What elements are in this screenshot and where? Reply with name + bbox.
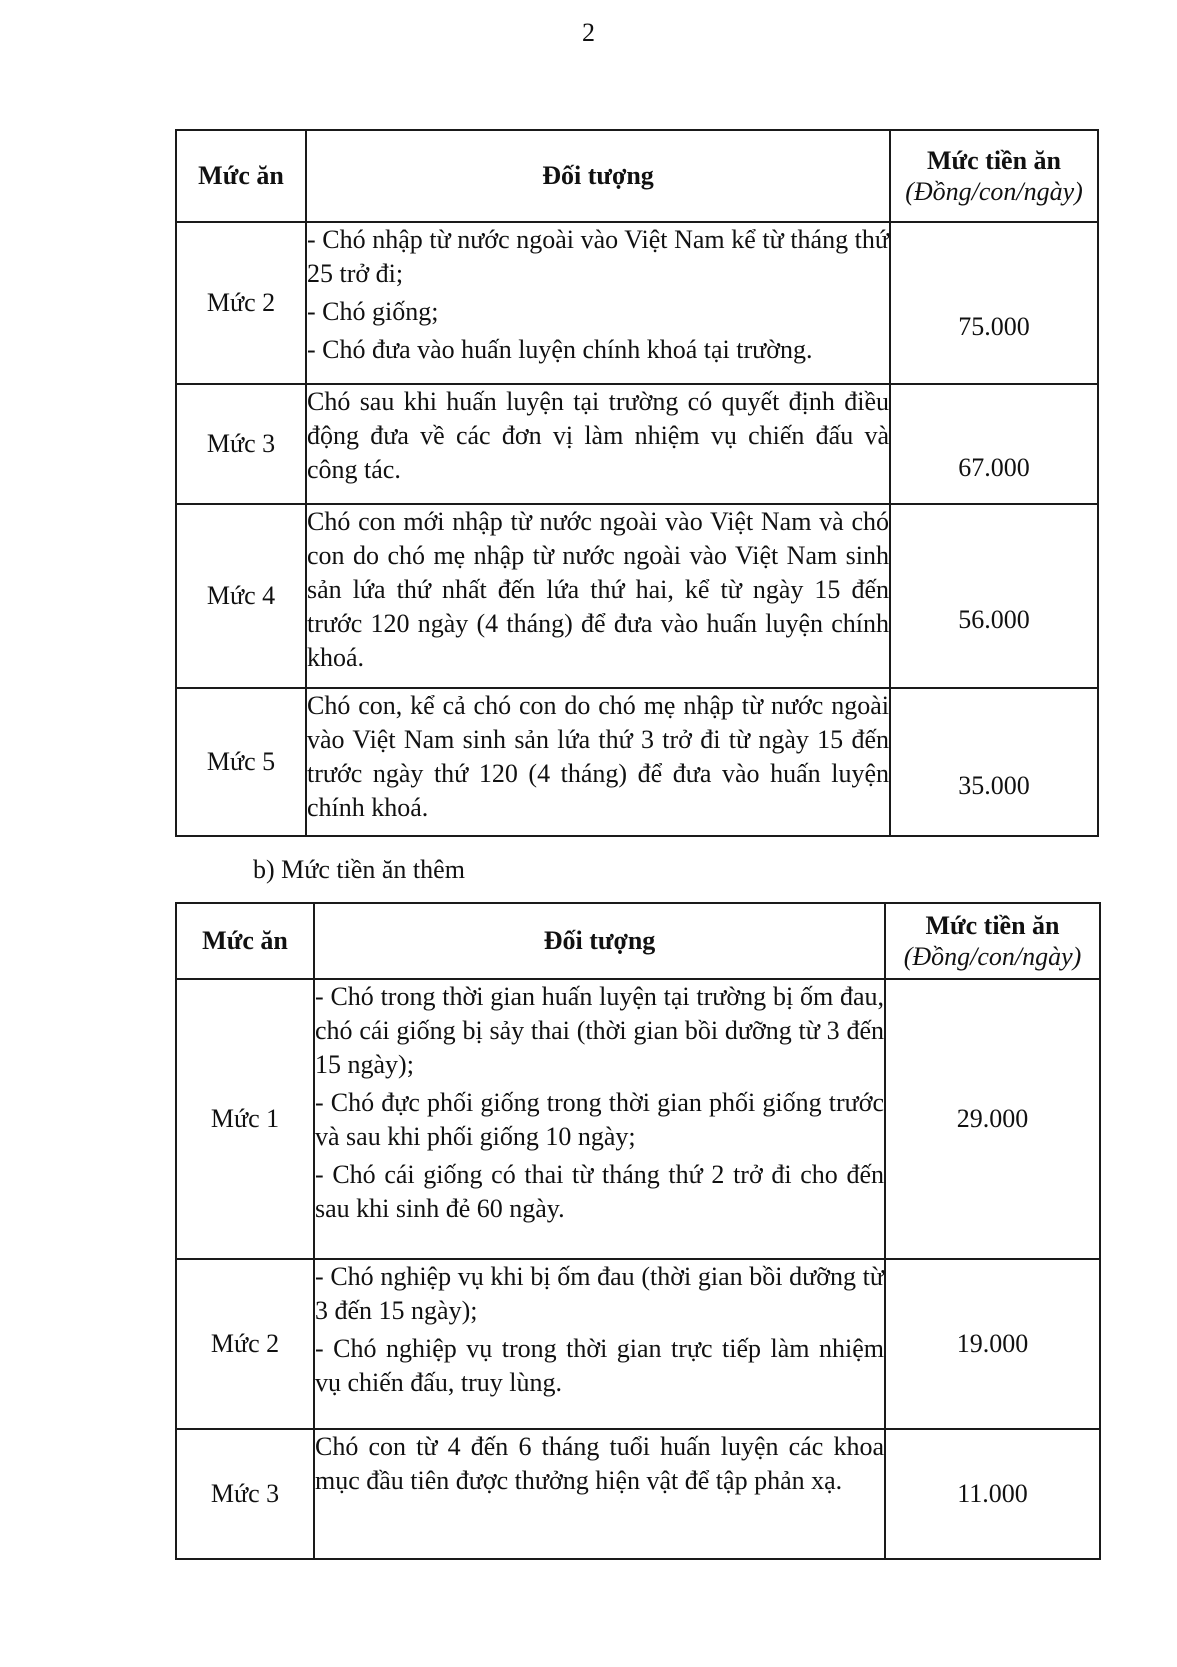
table-header-row [176, 130, 1098, 222]
table-row [176, 1259, 1100, 1429]
subject-cell [314, 979, 885, 1259]
table-row [176, 504, 1098, 688]
level-cell: Mức 2 [176, 222, 306, 384]
amount-cell [890, 384, 1098, 504]
header-amount-unit: (Đồng/con/ngày) [905, 177, 1083, 206]
subject-cell [306, 688, 890, 836]
table-header-row [176, 903, 1100, 979]
subject-item: Chó con mới nhập từ nước ngoài vào Việt Nam và chó con do chó mẹ nhập từ nước ngoài vào Việt Nam sinh sản lứa thứ nhất đến lứa thứ hai, kể từ ngày 15 đến trước 120 ngày (4 tháng) để đưa vào huấn luyện chính khoá. [307, 507, 889, 672]
subject-item: Chó sau khi huấn luyện tại trường có quyết định điều động đưa về các đơn vị làm nhiệm vụ chiến đấu và công tác. [307, 387, 889, 484]
amount-value: 19.000 [956, 1329, 1029, 1358]
header-subject: Đối tượng [314, 903, 885, 979]
header-subject: Đối tượng [306, 130, 890, 222]
amount-value: 29.000 [956, 1104, 1029, 1133]
amount-value: 75.000 [958, 312, 1030, 341]
level-cell: Mức 5 [176, 688, 306, 836]
amount-value: 35.000 [958, 771, 1030, 800]
subject-cell [306, 504, 890, 688]
level-cell: Mức 2 [176, 1259, 314, 1429]
amount-cell [890, 504, 1098, 688]
subject-cell [306, 222, 890, 384]
amount-value: 56.000 [958, 605, 1030, 634]
amount-cell [885, 1429, 1100, 1559]
table-row [176, 1429, 1100, 1559]
level-cell: Mức 3 [176, 384, 306, 504]
subject-item: - Chó giống; [307, 297, 439, 326]
table-row [176, 979, 1100, 1259]
header-amount-label: Mức tiền ăn [926, 146, 1062, 175]
subject-item: - Chó nghiệp vụ trong thời gian trực tiếp làm nhiệm vụ chiến đấu, truy lùng. [315, 1334, 884, 1397]
amount-cell [885, 1259, 1100, 1429]
subject-item: - Chó trong thời gian huấn luyện tại trường bị ốm đau, chó cái giống bị sảy thai (thời gian bồi dưỡng từ 3 đến 15 ngày); [315, 982, 884, 1079]
amount-value: 67.000 [958, 453, 1030, 482]
subject-cell [314, 1429, 885, 1559]
subject-item: - Chó cái giống có thai từ tháng thứ 2 trở đi cho đến sau khi sinh đẻ 60 ngày. [315, 1160, 884, 1223]
level-cell: Mức 4 [176, 504, 306, 688]
level-cell: Mức 3 [176, 1429, 314, 1559]
level-cell: Mức 1 [176, 979, 314, 1259]
header-level: Mức ăn [176, 903, 314, 979]
subject-item: - Chó nhập từ nước ngoài vào Việt Nam kể từ tháng thứ 25 trở đi; [307, 225, 889, 288]
food-allowance-table [175, 129, 1099, 837]
header-level: Mức ăn [176, 130, 306, 222]
section-b-title: b) Mức tiền ăn thêm [253, 855, 465, 884]
subject-item: - Chó đưa vào huấn luyện chính khoá tại trường. [307, 335, 813, 364]
page-number: 2 [582, 18, 595, 47]
table-row [176, 384, 1098, 504]
table-row [176, 222, 1098, 384]
header-amount [885, 903, 1100, 979]
subject-item: Chó con từ 4 đến 6 tháng tuổi huấn luyện các khoa mục đầu tiên được thưởng hiện vật để tập phản xạ. [315, 1432, 884, 1495]
subject-item: - Chó nghiệp vụ khi bị ốm đau (thời gian bồi dưỡng từ 3 đến 15 ngày); [315, 1262, 884, 1325]
header-amount [890, 130, 1098, 222]
subject-cell [306, 384, 890, 504]
table-row [176, 688, 1098, 836]
header-amount-label: Mức tiền ăn [925, 911, 1060, 940]
header-amount-unit: (Đồng/con/ngày) [903, 942, 1082, 971]
subject-item: Chó con, kể cả chó con do chó mẹ nhập từ nước ngoài vào Việt Nam sinh sản lứa thứ 3 trở đi từ ngày 15 đến trước ngày thứ 120 (4 tháng) để đưa vào huấn luyện chính khoá. [307, 691, 889, 822]
subject-item: - Chó đực phối giống trong thời gian phối giống trước và sau khi phối giống 10 ngày; [315, 1088, 884, 1151]
amount-cell [890, 222, 1098, 384]
extra-food-allowance-table [175, 902, 1101, 1560]
subject-cell [314, 1259, 885, 1429]
amount-value: 11.000 [957, 1479, 1028, 1508]
amount-cell [885, 979, 1100, 1259]
amount-cell [890, 688, 1098, 836]
